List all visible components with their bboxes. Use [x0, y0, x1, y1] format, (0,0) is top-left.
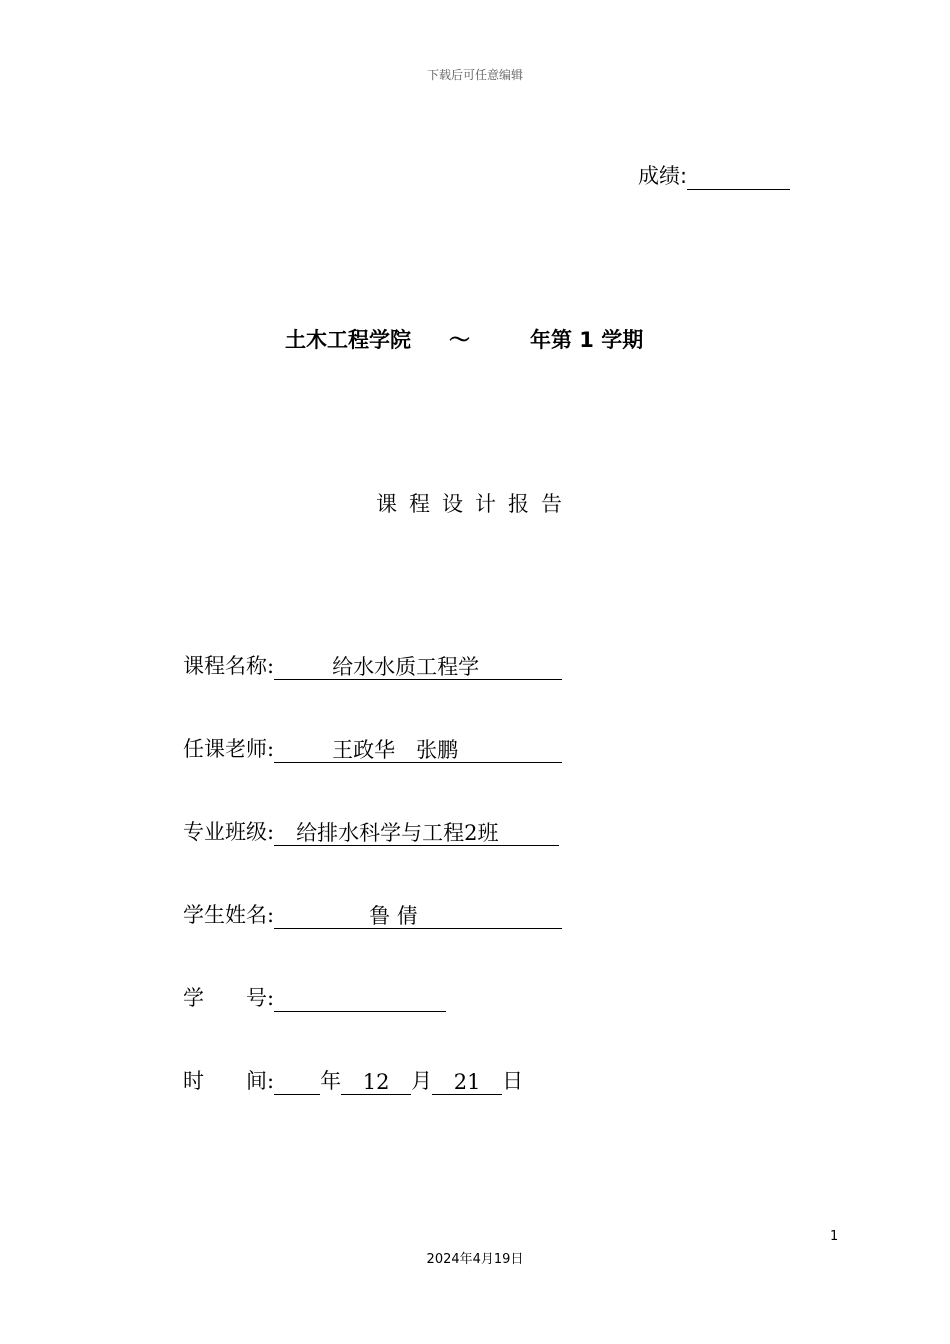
time-field	[183, 1065, 523, 1095]
student-value[interactable]: 鲁 倩	[274, 904, 562, 929]
id-value[interactable]	[274, 987, 446, 1012]
class-value[interactable]: 给排水科学与工程2班	[274, 821, 559, 846]
teacher-value[interactable]: 王政华 张鹏	[274, 738, 562, 763]
time-year-unit: 年	[320, 1069, 342, 1093]
semester: 年第 1 学期	[530, 328, 644, 352]
time-month-unit: 月	[411, 1069, 433, 1093]
course-value[interactable]: 给水水质工程学	[274, 655, 562, 680]
teacher-field	[183, 733, 562, 763]
grade-line	[638, 160, 790, 190]
student-field	[183, 899, 562, 929]
school-name: 土木工程学院	[285, 328, 411, 352]
course-label: 课程名称:	[183, 654, 275, 678]
course-field	[183, 650, 562, 680]
time-month-value[interactable]: 12	[341, 1070, 411, 1095]
footer-date: 2024年4月19日	[426, 1252, 524, 1267]
student-label: 学生姓名:	[183, 903, 275, 927]
page-number: 1	[830, 1229, 839, 1244]
time-year-blank[interactable]	[274, 1070, 320, 1095]
time-label: 时 间:	[183, 1069, 275, 1093]
tilde: ～	[449, 328, 470, 352]
grade-label: 成绩:	[638, 164, 688, 188]
grade-blank[interactable]	[687, 167, 790, 190]
term-heading	[285, 324, 643, 354]
class-label: 专业班级:	[183, 820, 275, 844]
class-field	[183, 816, 559, 846]
time-day-value[interactable]: 21	[432, 1070, 502, 1095]
id-field	[183, 982, 446, 1012]
id-label: 学 号:	[183, 986, 275, 1010]
time-day-unit: 日	[502, 1069, 524, 1093]
report-title: 课程设计报告	[376, 492, 574, 516]
header-note: 下载后可任意编辑	[426, 68, 523, 82]
teacher-label: 任课老师:	[183, 737, 275, 761]
